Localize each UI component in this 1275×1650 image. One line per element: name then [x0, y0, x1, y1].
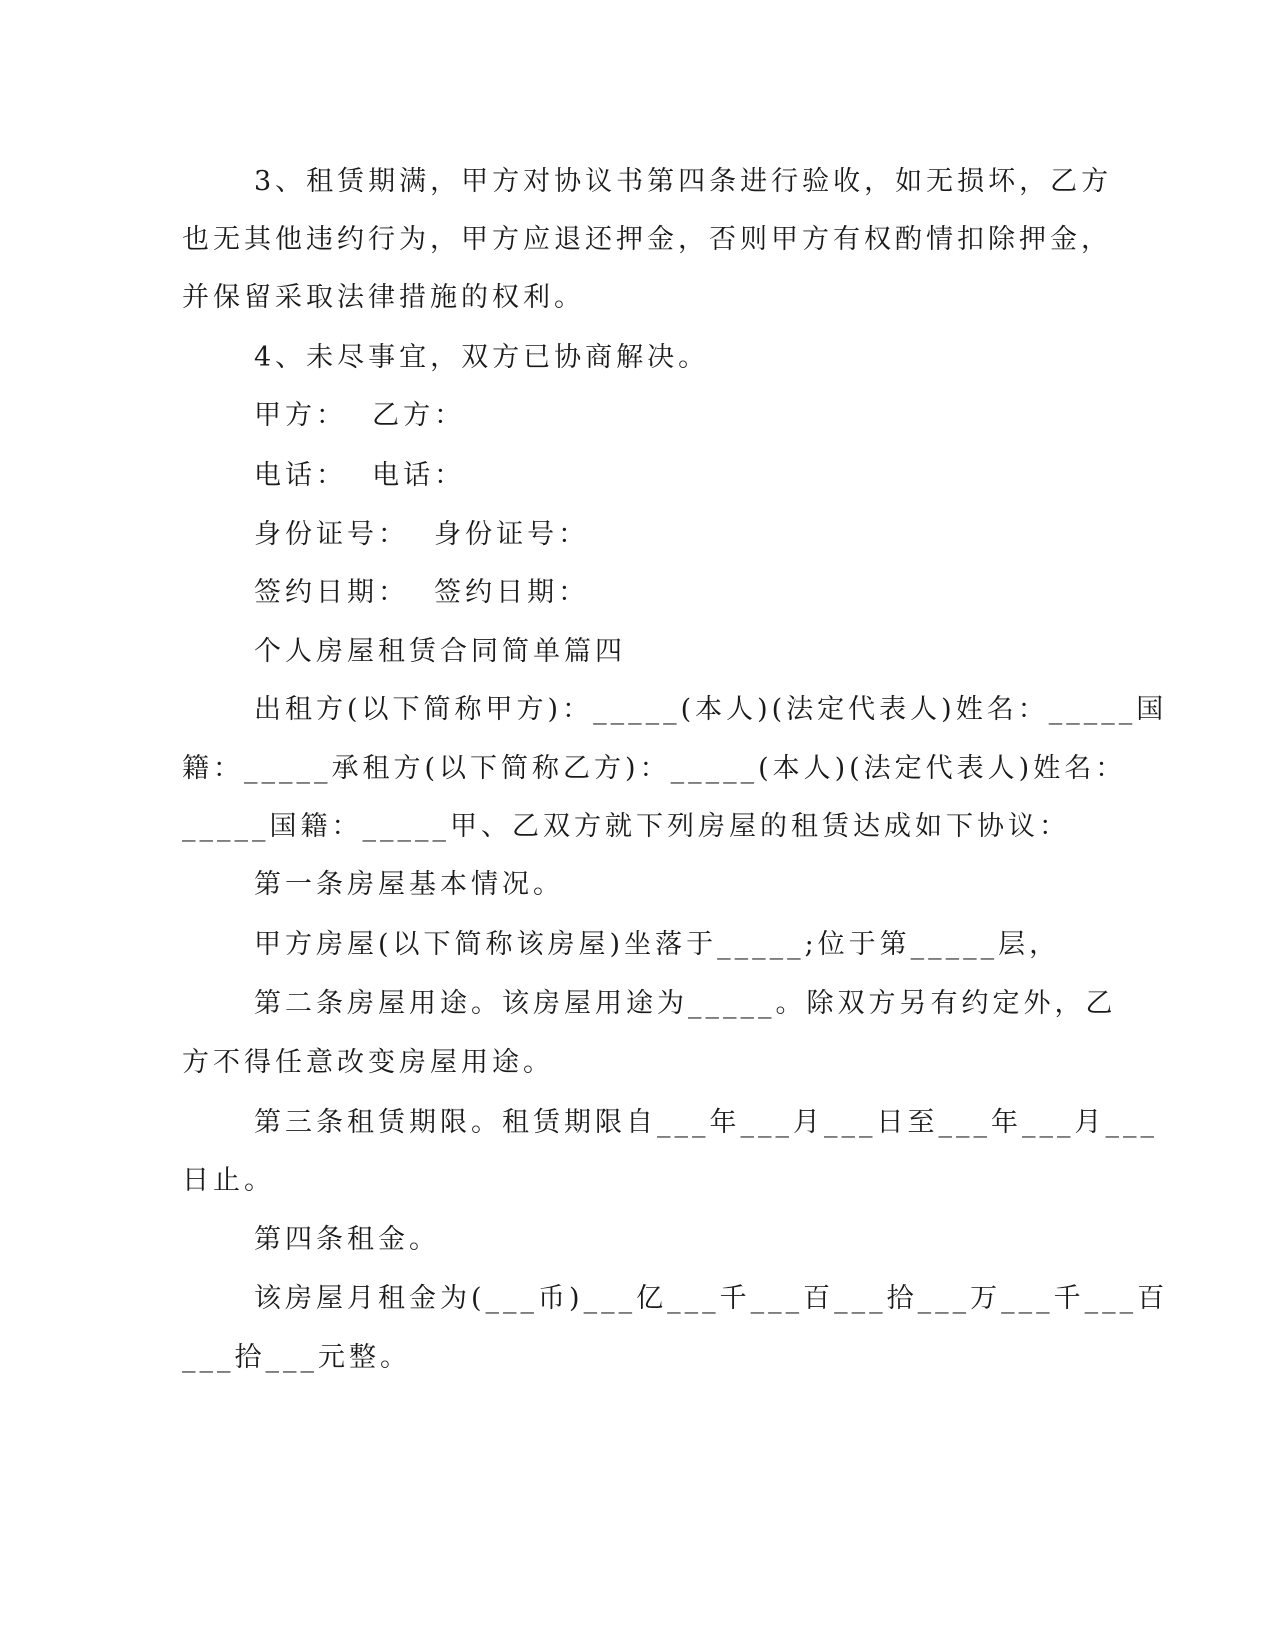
article-2-line-2: 方不得任意改变房屋用途。	[182, 1047, 554, 1078]
paragraph-3-line-1: 3、租赁期满，甲方对协议书第四条进行验收，如无损坏，乙方	[254, 166, 1113, 197]
rent-amount-line-2: ___拾___元整。	[182, 1342, 411, 1373]
article-3-line-2: 日止。	[182, 1165, 275, 1196]
section-heading: 个人房屋租赁合同简单篇四	[254, 636, 626, 667]
article-2-line-1: 第二条房屋用途。该房屋用途为_____。除双方另有约定外，乙	[254, 988, 1117, 1019]
signing-date-line: 签约日期： 签约日期：	[254, 577, 590, 608]
lessor-line-1: 出租方(以下简称甲方)：_____(本人)(法定代表人)姓名：_____国	[254, 694, 1168, 725]
party-names-line: 甲方： 乙方：	[254, 400, 466, 431]
article-1-body: 甲方房屋(以下简称该房屋)坐落于_____;位于第_____层，	[254, 929, 1061, 960]
lessor-line-3: _____国籍：_____甲、乙双方就下列房屋的租赁达成如下协议：	[182, 811, 1070, 842]
article-3-line-1: 第三条租赁期限。租赁期限自___年___月___日至___年___月___	[254, 1107, 1158, 1138]
article-1-title: 第一条房屋基本情况。	[254, 869, 564, 900]
article-4-title: 第四条租金。	[254, 1224, 440, 1255]
lessor-line-2: 籍：_____承租方(以下简称乙方)：_____(本人)(法定代表人)姓名：	[182, 753, 1127, 784]
rent-amount-line-1: 该房屋月租金为(___币)___亿___千___百___拾___万___千___百	[254, 1283, 1169, 1314]
paragraph-3-line-2: 也无其他违约行为，甲方应退还押金，否则甲方有权酌情扣除押金，	[182, 224, 1112, 255]
paragraph-4: 4、未尽事宜，双方已协商解决。	[254, 342, 710, 373]
paragraph-3-line-3: 并保留采取法律措施的权利。	[182, 282, 585, 313]
id-number-line: 身份证号： 身份证号：	[254, 519, 590, 550]
phone-line: 电话： 电话：	[254, 460, 466, 491]
